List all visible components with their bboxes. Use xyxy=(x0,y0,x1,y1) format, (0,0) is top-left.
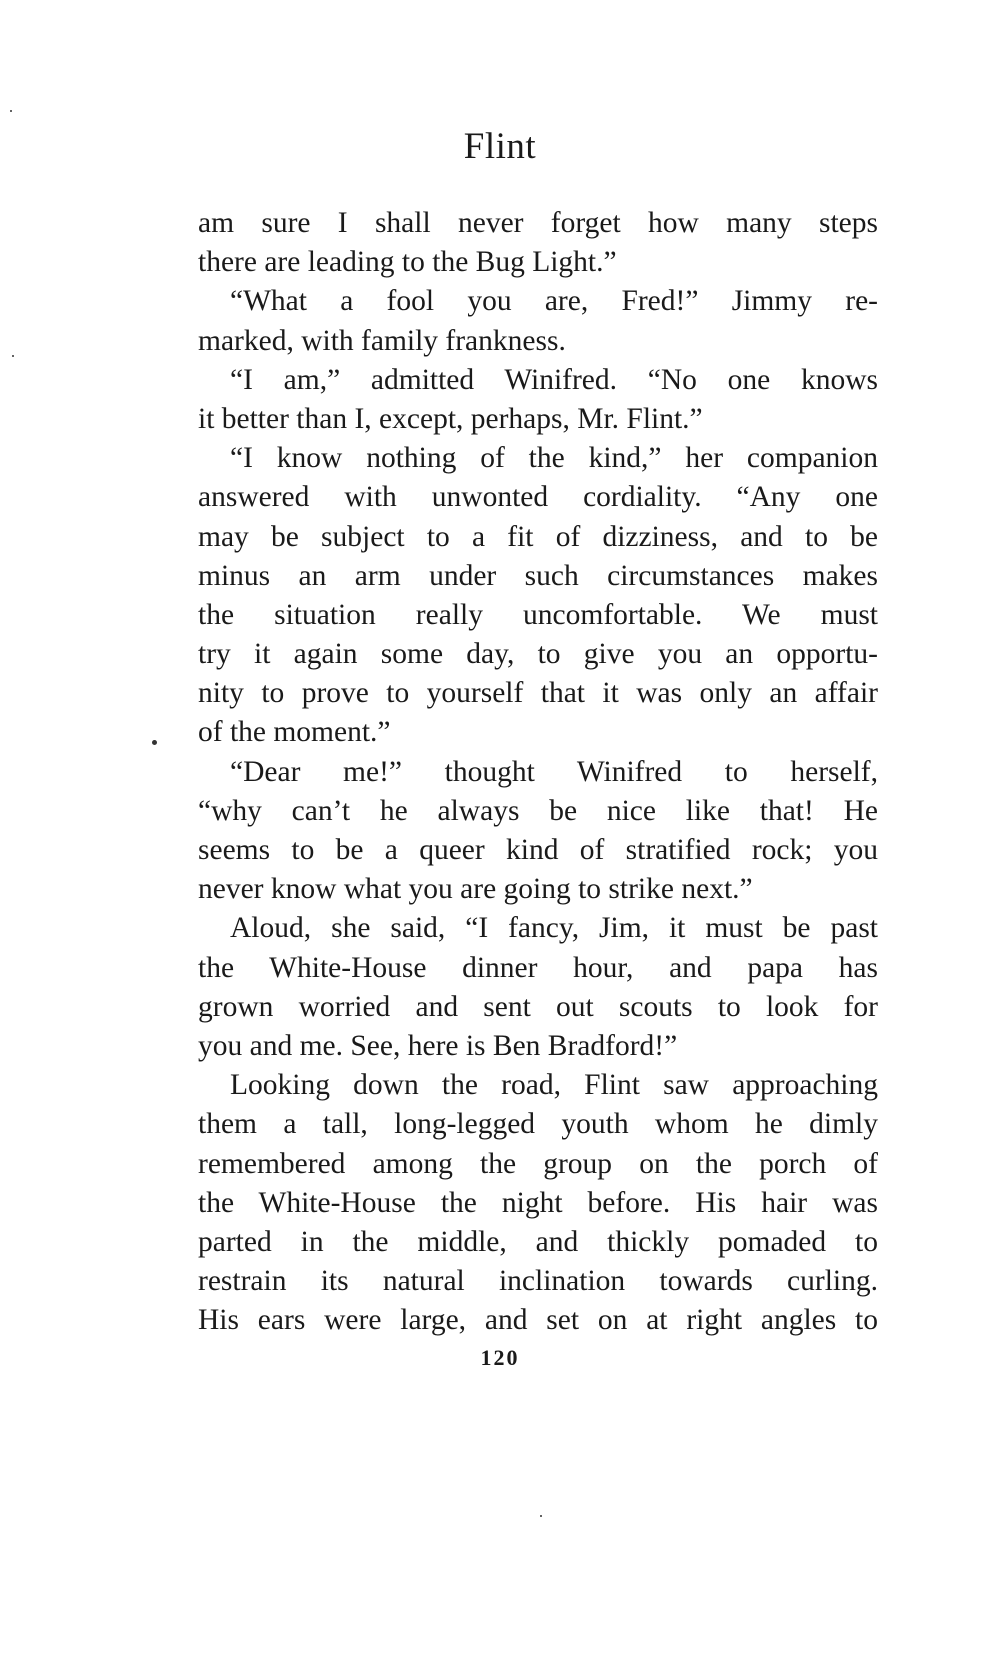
print-speck xyxy=(10,110,12,112)
text-line: the White-House the night before. His hair was xyxy=(198,1186,878,1219)
text-line: remembered among the group on the porch of xyxy=(198,1147,878,1180)
text-line: “I know nothing of the kind,” her companion xyxy=(230,442,878,475)
text-line: there are leading to the Bug Light.” xyxy=(198,246,617,279)
print-speck xyxy=(12,355,14,357)
text-line: “I am,” admitted Winifred. “No one knows xyxy=(230,363,878,396)
text-line: seems to be a queer kind of stratified rock; you xyxy=(198,834,878,866)
text-line: never know what you are going to strike next.” xyxy=(198,873,753,906)
text-line: restrain its natural inclination towards curling. xyxy=(198,1265,878,1298)
text-line: “What a fool you are, Fred!” Jimmy re- xyxy=(230,285,878,318)
text-line: marked, with family frankness. xyxy=(198,324,566,357)
text-line: “Dear me!” thought Winifred to herself, xyxy=(230,755,878,788)
body-text xyxy=(198,204,878,1340)
text-line: the White-House dinner hour, and papa has xyxy=(198,951,878,984)
text-line: try it again some day, to give you an opportu- xyxy=(198,638,878,671)
text-line: parted in the middle, and thickly pomaded to xyxy=(198,1225,878,1258)
text-line: am sure I shall never forget how many steps xyxy=(198,207,878,239)
text-line: you and me. See, here is Ben Bradford!” xyxy=(198,1029,678,1062)
text-line: it better than I, except, perhaps, Mr. Flint.” xyxy=(198,402,703,435)
text-line: answered with unwonted cordiality. “Any one xyxy=(198,481,878,514)
page-number: 120 xyxy=(480,1345,520,1370)
text-line: Aloud, she said, “I fancy, Jim, it must be past xyxy=(230,912,878,945)
print-speck xyxy=(152,740,157,745)
text-line: minus an arm under such circumstances makes xyxy=(198,559,878,592)
text-line: them a tall, long-legged youth whom he dimly xyxy=(198,1108,878,1141)
text-line: His ears were large, and set on at right angles to xyxy=(198,1304,878,1337)
text-line: of the moment.” xyxy=(198,716,391,749)
text-line: Looking down the road, Flint saw approaching xyxy=(230,1069,878,1102)
running-head: Flint xyxy=(463,126,537,167)
text-line: may be subject to a fit of dizziness, and to be xyxy=(198,520,878,553)
print-speck xyxy=(540,1515,542,1517)
text-line: “why can’t he always be nice like that! He xyxy=(198,794,878,827)
text-line: the situation really uncomfortable. We must xyxy=(198,598,878,631)
text-line: grown worried and sent out scouts to look for xyxy=(198,990,878,1023)
text-line: nity to prove to yourself that it was only an affair xyxy=(198,677,878,710)
